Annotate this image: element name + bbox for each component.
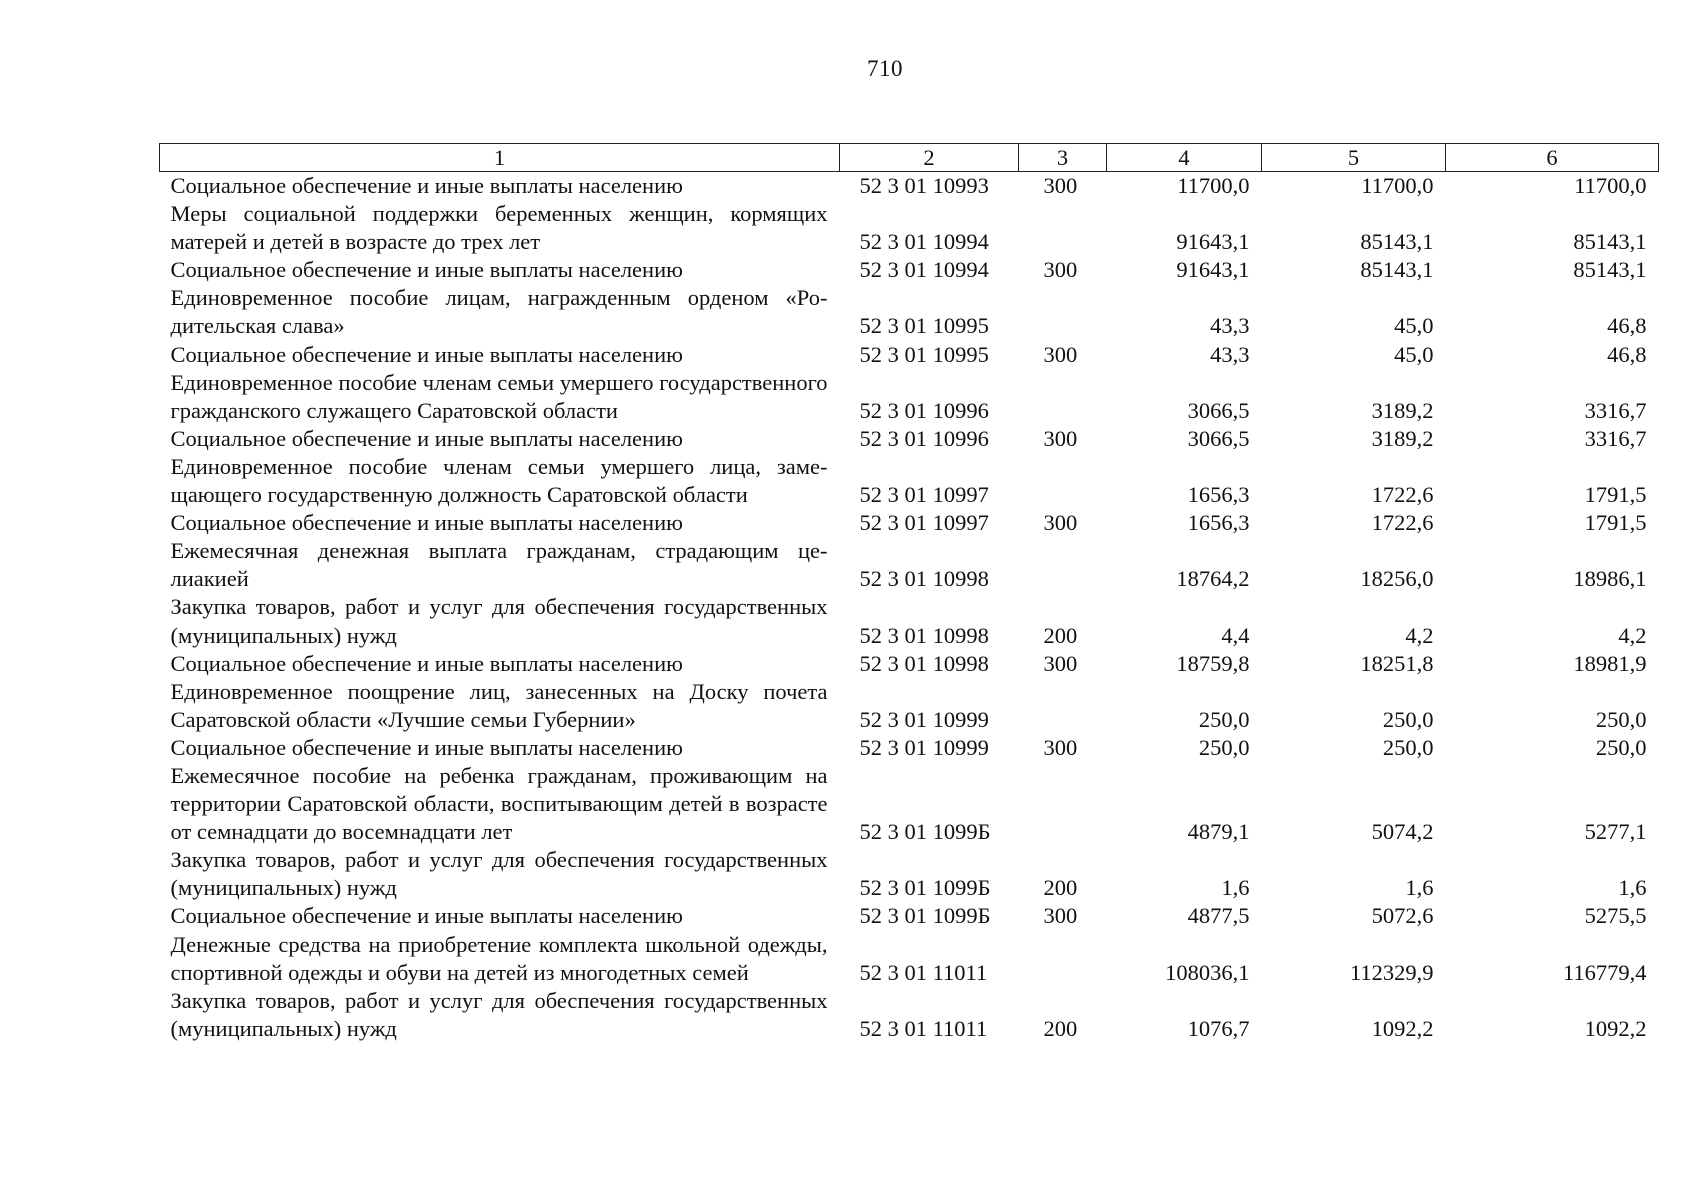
row-value-cell-6: 18986,1 <box>1573 566 1647 592</box>
row-value-cell-4: 1076,7 <box>1187 1015 1250 1041</box>
row-value-cell-5: 5072,6 <box>1371 903 1434 929</box>
table-row <box>160 931 1659 987</box>
row-value-cell-5: 18256,0 <box>1360 566 1434 592</box>
row-expense-type-cell <box>1019 537 1107 593</box>
table-row <box>160 650 1659 678</box>
row-code-cell: 52 3 01 10996 <box>859 397 989 423</box>
table-row <box>160 734 1659 762</box>
row-code-cell: 52 3 01 10995 <box>859 313 989 339</box>
row-code-cell: 52 3 01 10999 <box>859 706 989 732</box>
row-value-cell-6: 116779,4 <box>1562 959 1647 985</box>
row-value-cell-4: 4,4 <box>1221 622 1250 648</box>
column-header-5: 5 <box>1262 144 1446 172</box>
row-value-cell-4: 1,6 <box>1221 875 1250 901</box>
row-value-cell-4: 1656,3 <box>1187 482 1250 508</box>
row-value-cell-4: 11700,0 <box>1177 173 1250 198</box>
table-row <box>160 453 1659 509</box>
column-header-4: 4 <box>1107 144 1262 172</box>
row-name-cell: Единовременное поощрение лиц, занесенных на Доску почета Саратовской области «Лучшие семьи Губернии» <box>170 678 828 732</box>
table-row <box>160 537 1659 593</box>
table-row <box>160 987 1659 1043</box>
row-value-cell-6: 3316,7 <box>1584 397 1647 423</box>
row-expense-type-cell: 300 <box>1043 650 1078 676</box>
row-value-cell-4: 250,0 <box>1198 734 1250 760</box>
row-expense-type-cell <box>1019 762 1107 846</box>
row-value-cell-5: 18251,8 <box>1360 650 1434 676</box>
row-name-cell: Социальное обеспечение и иные выплаты населению <box>170 903 683 929</box>
row-name-cell: Закупка товаров, работ и услуг для обеспечения государственных (муниципальных) нужд <box>170 847 828 901</box>
table-row <box>160 341 1659 369</box>
page-number: 710 <box>867 56 903 81</box>
column-header-3: 3 <box>1019 144 1107 172</box>
row-expense-type-cell: 300 <box>1043 257 1078 283</box>
row-value-cell-5: 45,0 <box>1394 313 1434 339</box>
row-name-cell: Закупка товаров, работ и услуг для обеспечения государственных (муниципальных) нужд <box>170 987 828 1041</box>
table-row <box>160 369 1659 425</box>
row-value-cell-5: 3189,2 <box>1371 425 1434 451</box>
row-name-cell: Единовременное пособие лицам, награжденным орденом «Родительская слава» <box>170 285 828 339</box>
row-value-cell-6: 85143,1 <box>1573 229 1647 255</box>
budget-table <box>159 143 1659 1043</box>
row-expense-type-cell: 200 <box>1043 875 1078 901</box>
row-name-cell: Социальное обеспечение и иные выплаты населению <box>170 341 683 367</box>
row-name-cell: Социальное обеспечение и иные выплаты населению <box>170 510 683 536</box>
row-expense-type-cell <box>1019 678 1107 734</box>
table-row <box>160 678 1659 734</box>
row-value-cell-6: 3316,7 <box>1584 425 1647 451</box>
table-row <box>160 256 1659 284</box>
table-row <box>160 902 1659 930</box>
row-value-cell-4: 91643,1 <box>1176 257 1250 283</box>
row-expense-type-cell: 300 <box>1043 903 1078 929</box>
row-value-cell-6: 1,6 <box>1618 875 1647 901</box>
row-value-cell-6: 1791,5 <box>1584 482 1647 508</box>
row-value-cell-4: 43,3 <box>1210 313 1250 339</box>
table-row <box>160 762 1659 846</box>
row-value-cell-4: 18759,8 <box>1176 650 1250 676</box>
row-value-cell-5: 11700,0 <box>1361 173 1434 198</box>
table-row <box>160 200 1659 256</box>
row-value-cell-4: 1656,3 <box>1187 510 1250 536</box>
budget-table-container <box>159 143 1658 1043</box>
row-name-cell: Единовременное пособие членам семьи умершего лица, замещающего государственную должность Саратовской области <box>170 453 828 508</box>
row-value-cell-5: 1722,6 <box>1371 510 1434 536</box>
row-code-cell: 52 3 01 10997 <box>859 510 989 536</box>
row-name-cell: Ежемесячная денежная выплата гражданам, страдающим целиакией <box>170 538 828 592</box>
row-value-cell-4: 43,3 <box>1210 341 1250 367</box>
row-code-cell: 52 3 01 10995 <box>859 341 989 367</box>
row-code-cell: 52 3 01 11011 <box>859 959 988 985</box>
table-header <box>160 144 1659 172</box>
row-expense-type-cell: 300 <box>1043 173 1078 198</box>
row-name-cell: Меры социальной поддержки беременных женщин, кормящих матерей и детей в возрасте до трех лет <box>170 201 828 255</box>
row-expense-type-cell <box>1019 200 1107 256</box>
row-expense-type-cell: 200 <box>1043 622 1078 648</box>
row-value-cell-6: 18981,9 <box>1573 650 1647 676</box>
row-value-cell-5: 250,0 <box>1382 706 1434 732</box>
table-row <box>160 593 1659 649</box>
row-value-cell-4: 4877,5 <box>1187 903 1250 929</box>
row-value-cell-6: 46,8 <box>1607 313 1647 339</box>
row-value-cell-4: 4879,1 <box>1187 819 1250 845</box>
row-name-cell: Единовременное пособие членам семьи умершего государственного гражданского служащего Саратовской области <box>170 369 828 423</box>
row-value-cell-5: 4,2 <box>1405 622 1434 648</box>
column-header-6: 6 <box>1446 144 1659 172</box>
row-code-cell: 52 3 01 10994 <box>859 229 989 255</box>
row-value-cell-5: 1722,6 <box>1371 482 1434 508</box>
row-expense-type-cell: 300 <box>1043 734 1078 760</box>
row-expense-type-cell <box>1019 369 1107 425</box>
row-name-cell: Закупка товаров, работ и услуг для обеспечения государственных (муниципальных) нужд <box>170 594 828 648</box>
row-expense-type-cell <box>1019 931 1107 987</box>
row-code-cell: 52 3 01 1099Б <box>859 875 991 901</box>
row-value-cell-6: 46,8 <box>1607 341 1647 367</box>
row-value-cell-5: 250,0 <box>1382 734 1434 760</box>
row-value-cell-6: 250,0 <box>1595 706 1647 732</box>
column-header-2: 2 <box>840 144 1019 172</box>
row-value-cell-5: 45,0 <box>1394 341 1434 367</box>
row-name-cell: Социальное обеспечение и иные выплаты населению <box>170 734 683 760</box>
row-expense-type-cell <box>1019 453 1107 509</box>
row-value-cell-6: 5275,5 <box>1584 903 1647 929</box>
row-value-cell-4: 3066,5 <box>1187 397 1250 423</box>
table-row <box>160 284 1659 340</box>
row-value-cell-5: 112329,9 <box>1349 959 1434 985</box>
row-name-cell: Социальное обеспечение и иные выплаты населению <box>170 425 683 451</box>
row-code-cell: 52 3 01 10993 <box>859 173 989 198</box>
row-value-cell-6: 85143,1 <box>1573 257 1647 283</box>
row-value-cell-6: 5277,1 <box>1584 819 1647 845</box>
row-value-cell-5: 1092,2 <box>1371 1015 1434 1041</box>
row-value-cell-4: 91643,1 <box>1176 229 1250 255</box>
row-value-cell-5: 5074,2 <box>1371 819 1434 845</box>
row-code-cell: 52 3 01 10998 <box>859 650 989 676</box>
table-row <box>160 425 1659 453</box>
row-expense-type-cell: 300 <box>1043 425 1078 451</box>
row-code-cell: 52 3 01 11011 <box>859 1015 988 1041</box>
column-header-1: 1 <box>160 144 840 172</box>
row-code-cell: 52 3 01 10998 <box>859 566 989 592</box>
row-value-cell-5: 85143,1 <box>1360 257 1434 283</box>
row-value-cell-4: 18764,2 <box>1176 566 1250 592</box>
row-code-cell: 52 3 01 1099Б <box>859 819 991 845</box>
table-body <box>160 172 1659 1043</box>
row-expense-type-cell <box>1019 284 1107 340</box>
table-row <box>160 846 1659 902</box>
header-row <box>160 144 1659 172</box>
row-code-cell: 52 3 01 10996 <box>859 425 989 451</box>
row-expense-type-cell: 200 <box>1043 1015 1078 1041</box>
table-row <box>160 172 1659 201</box>
row-value-cell-6: 4,2 <box>1618 622 1647 648</box>
row-name-cell: Денежные средства на приобретение комплекта школьной одежды, спортивной одежды и обуви на детей из многодетных семей <box>170 931 828 985</box>
row-value-cell-6: 1092,2 <box>1584 1015 1647 1041</box>
row-code-cell: 52 3 01 10998 <box>859 622 989 648</box>
row-value-cell-6: 250,0 <box>1595 734 1647 760</box>
row-name-cell: Социальное обеспечение и иные выплаты населению <box>170 650 683 676</box>
row-code-cell: 52 3 01 10997 <box>859 482 989 508</box>
row-expense-type-cell: 300 <box>1043 341 1078 367</box>
row-value-cell-4: 3066,5 <box>1187 425 1250 451</box>
row-value-cell-4: 250,0 <box>1198 706 1250 732</box>
row-value-cell-6: 11700,0 <box>1574 173 1647 198</box>
row-name-cell: Социальное обеспечение и иные выплаты населению <box>170 257 683 283</box>
row-value-cell-4: 108036,1 <box>1165 959 1250 985</box>
row-value-cell-5: 1,6 <box>1405 875 1434 901</box>
row-value-cell-5: 3189,2 <box>1371 397 1434 423</box>
table-row <box>160 509 1659 537</box>
row-code-cell: 52 3 01 10999 <box>859 734 989 760</box>
row-expense-type-cell: 300 <box>1043 510 1078 536</box>
row-code-cell: 52 3 01 10994 <box>859 257 989 283</box>
row-code-cell: 52 3 01 1099Б <box>859 903 991 929</box>
row-value-cell-6: 1791,5 <box>1584 510 1647 536</box>
row-name-cell: Социальное обеспечение и иные выплаты населению <box>170 173 683 198</box>
row-value-cell-5: 85143,1 <box>1360 229 1434 255</box>
row-name-cell: Ежемесячное пособие на ребенка гражданам, проживающим на территории Саратовской области, воспитывающим детей в возрасте от семнадцати до восемнадцати лет <box>170 762 828 845</box>
